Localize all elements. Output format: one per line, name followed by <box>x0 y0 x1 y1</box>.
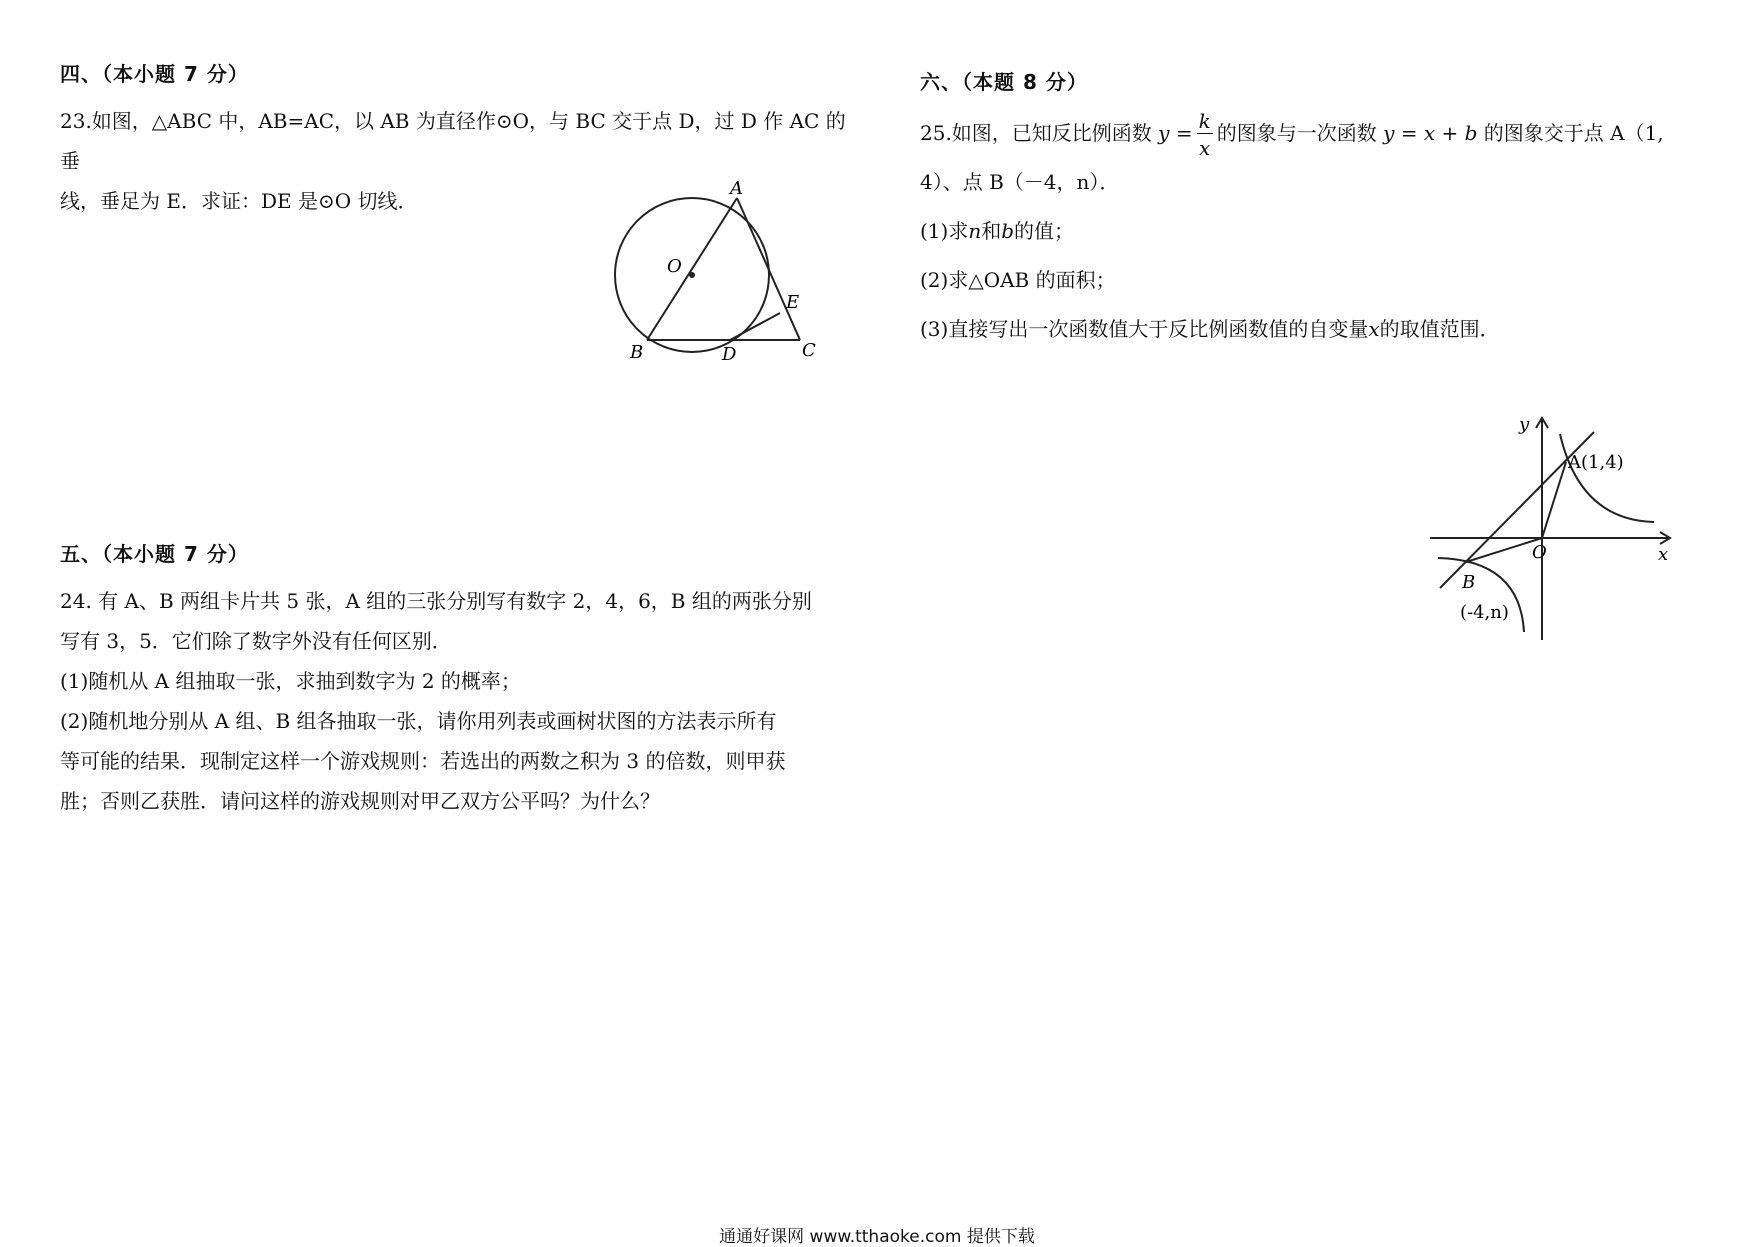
q25-part1-a: (1)求 <box>920 219 969 243</box>
segment-ab <box>647 198 737 340</box>
q25-intro-a: 25.如图，已知反比例函数 <box>920 121 1152 145</box>
label-point-a: A(1,4) <box>1568 452 1624 473</box>
q25-part1-n: n <box>968 219 982 243</box>
q25-formula2: y = x + b <box>1383 121 1478 145</box>
center-dot <box>689 272 695 278</box>
q24-line2: 写有 3，5．它们除了数字外没有任何区别． <box>60 629 452 653</box>
section5 <box>60 538 850 821</box>
q25-part3 <box>920 305 1720 354</box>
q25-fraction-den: x <box>1199 136 1211 160</box>
q23-geometry-figure <box>600 180 840 360</box>
q24-part2-line1: (2)随机地分别从 A 组、B 组各抽取一张，请你用列表或画树状图的方法表示所有 <box>60 709 777 733</box>
label-point-b: B <box>1462 572 1476 593</box>
q25-part1-c: 的值； <box>1014 219 1075 243</box>
q25-part3-x: x <box>1368 317 1380 341</box>
q25-fraction-num: k <box>1198 109 1211 133</box>
right-column <box>920 66 1720 354</box>
label-a: A <box>730 180 743 199</box>
label-c: C <box>802 340 816 360</box>
q25-part3-a: (3)直接写出一次函数值大于反比例函数值的自变量 <box>920 317 1369 341</box>
q24-part1: (1)随机从 A 组抽取一张，求抽到数字为 2 的概率； <box>60 669 521 693</box>
q25-part3-b: 的取值范围． <box>1379 317 1500 341</box>
q25-function-figure <box>1420 410 1680 650</box>
q25-line1 <box>920 109 1720 158</box>
section6-heading: 六、（本题 8 分） <box>920 70 1088 94</box>
label-b: B <box>630 342 644 360</box>
q24-part2-line2: 等可能的结果．现制定这样一个游戏规则：若选出的两数之积为 3 的倍数，则甲获 <box>60 749 786 773</box>
section5-heading: 五、（本小题 7 分） <box>60 542 249 566</box>
q25-part2: (2)求△OAB 的面积； <box>920 268 1116 292</box>
segment-de <box>730 313 780 340</box>
label-d: D <box>722 344 737 360</box>
q23-line2: 线，垂足为 E．求证：DE 是⊙O 切线． <box>60 189 418 213</box>
page-footer: 通通好课网 www.tthaoke.com 提供下载 <box>719 1227 1035 1247</box>
q25-formula1-lhs: y = <box>1158 121 1193 145</box>
q25-part1-varb: b <box>1001 219 1015 243</box>
q25-intro-c: 的图象交于点 A（1, <box>1483 121 1664 145</box>
label-point-b-coord: (-4,n) <box>1460 602 1509 623</box>
q25-intro-b: 的图象与一次函数 <box>1216 121 1377 145</box>
q23-line1: 23.如图，△ABC 中，AB=AC，以 AB 为直径作⊙O，与 BC 交于点 D，过 D 作 AC 的垂 <box>60 109 846 173</box>
label-x-axis: x <box>1658 544 1669 565</box>
q24-line1: 24. 有 A、B 两组卡片共 5 张，A 组的三张分别写有数字 2，4，6，B 组的两张分别 <box>60 589 812 613</box>
section4-heading: 四、（本小题 7 分） <box>60 62 249 86</box>
q25-part1 <box>920 207 1720 256</box>
label-origin: O <box>1532 542 1547 563</box>
hyperbola-branch-1 <box>1560 434 1654 522</box>
label-y-axis: y <box>1519 414 1530 435</box>
label-o: O <box>667 256 682 277</box>
q25-part1-b: 和 <box>981 219 1002 243</box>
q25-line2: 4）、点 B（－4，n）． <box>920 170 1120 194</box>
q24-part2-line3: 胜；否则乙获胜．请问这样的游戏规则对甲乙双方公平吗？为什么？ <box>60 789 660 813</box>
q25-fraction <box>1197 111 1213 158</box>
label-e: E <box>786 292 800 313</box>
